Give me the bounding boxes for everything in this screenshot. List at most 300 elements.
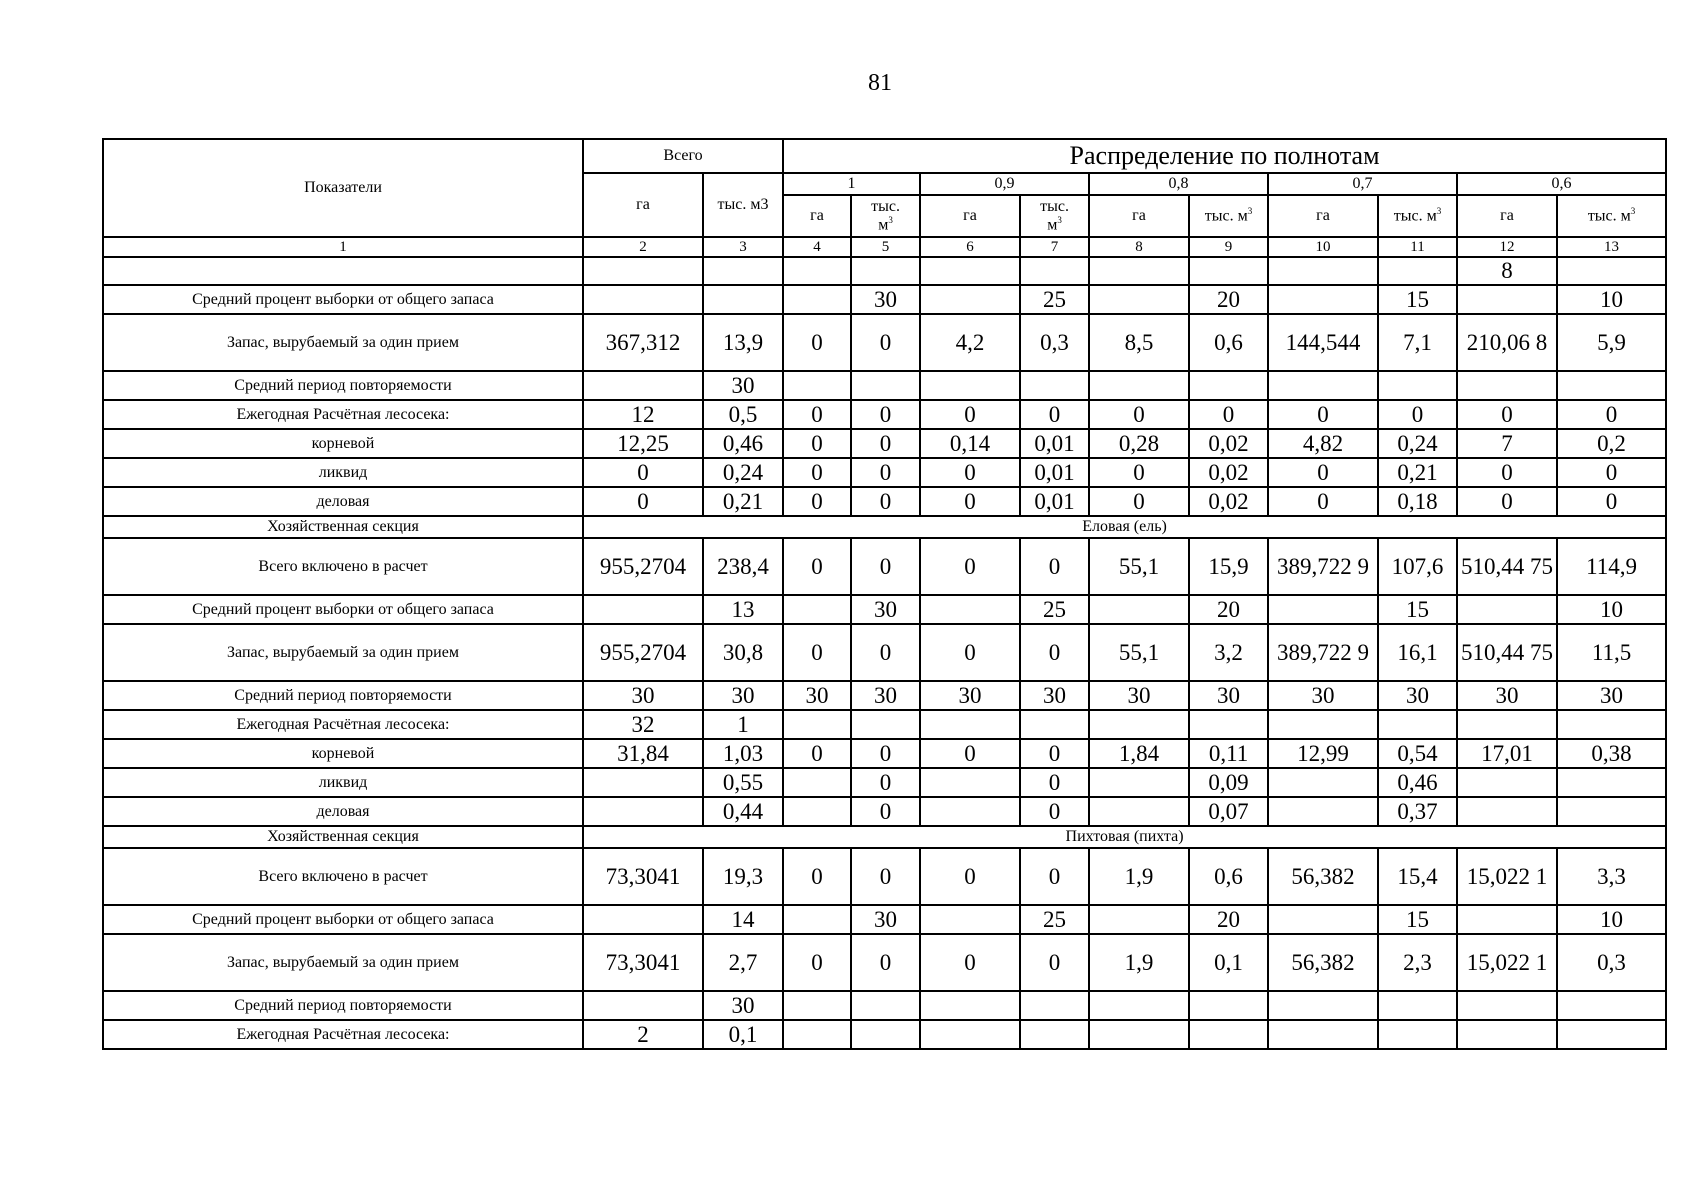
header-density-07: 0,7 — [1268, 173, 1457, 195]
table-cell: 20 — [1189, 285, 1268, 314]
table-cell — [1268, 1020, 1378, 1049]
table-cell: 0,1 — [703, 1020, 783, 1049]
table-cell — [783, 371, 851, 400]
table-cell: 0,5 — [703, 400, 783, 429]
table-cell — [783, 710, 851, 739]
header-indicators: Показатели — [103, 139, 583, 237]
row-label — [103, 257, 583, 285]
table-cell: 0 — [920, 848, 1020, 905]
table-row — [103, 458, 1666, 487]
table-cell: 0,07 — [1189, 797, 1268, 826]
table-cell: 20 — [1189, 905, 1268, 934]
table-cell: 30 — [1089, 681, 1189, 710]
column-number: 6 — [920, 237, 1020, 257]
table-cell: 30 — [1189, 681, 1268, 710]
table-cell: 0 — [1020, 797, 1089, 826]
table-cell: 12,25 — [583, 429, 703, 458]
table-cell — [583, 371, 703, 400]
table-cell — [920, 371, 1020, 400]
table-cell — [1089, 371, 1189, 400]
table-cell — [1089, 595, 1189, 624]
table-cell: 30,8 — [703, 624, 783, 681]
table-cell — [1189, 1020, 1268, 1049]
table-cell: 16,1 — [1378, 624, 1457, 681]
table-cell — [1557, 371, 1666, 400]
table-cell — [1268, 768, 1378, 797]
table-cell: 25 — [1020, 285, 1089, 314]
table-cell: 0,6 — [1189, 314, 1268, 371]
table-cell: 11,5 — [1557, 624, 1666, 681]
table-cell — [1089, 991, 1189, 1020]
table-cell: 0 — [1557, 458, 1666, 487]
table-cell: 0 — [1020, 400, 1089, 429]
table-cell: 0 — [583, 458, 703, 487]
table-cell: 30 — [783, 681, 851, 710]
row-label: Средний процент выборки от общего запаса — [103, 595, 583, 624]
table-cell — [783, 595, 851, 624]
table-cell — [1457, 710, 1557, 739]
table-cell: 0 — [783, 314, 851, 371]
table-cell: 0,24 — [1378, 429, 1457, 458]
table-row — [103, 934, 1666, 991]
table-cell: 10 — [1557, 285, 1666, 314]
header-distribution: Распределение по полнотам — [783, 139, 1666, 173]
table-cell: 955,2704 — [583, 538, 703, 595]
row-label: Запас, вырубаемый за один прием — [103, 624, 583, 681]
table-row — [103, 595, 1666, 624]
column-number: 1 — [103, 237, 583, 257]
table-cell: 0 — [920, 458, 1020, 487]
row-label: Средний процент выборки от общего запаса — [103, 905, 583, 934]
header-ha: га — [1457, 195, 1557, 237]
table-cell: 15,9 — [1189, 538, 1268, 595]
table-cell — [703, 257, 783, 285]
table-cell: 0 — [783, 400, 851, 429]
header-density-08: 0,8 — [1089, 173, 1268, 195]
table-cell — [1557, 768, 1666, 797]
table-cell — [1378, 371, 1457, 400]
table-cell: 0,28 — [1089, 429, 1189, 458]
header-m3: тыс. $м^3$ — [1189, 195, 1268, 237]
table-cell: 5,9 — [1557, 314, 1666, 371]
header-density-06: 0,6 — [1457, 173, 1666, 195]
table-cell: 13 — [703, 595, 783, 624]
table-cell: 0 — [851, 538, 920, 595]
section-name: Пихтовая (пихта) — [583, 826, 1666, 848]
table-cell: 0 — [851, 934, 920, 991]
header-m3-stacked: тыс. $м^3$ — [1020, 195, 1089, 237]
column-number: 3 — [703, 237, 783, 257]
table-cell: 0 — [1557, 400, 1666, 429]
table-cell: 0 — [920, 624, 1020, 681]
table-cell — [1557, 991, 1666, 1020]
header-ha: га — [1089, 195, 1189, 237]
table-cell — [703, 285, 783, 314]
table-cell — [1557, 710, 1666, 739]
table-cell — [1089, 797, 1189, 826]
table-cell — [583, 991, 703, 1020]
table-cell — [1020, 710, 1089, 739]
table-cell — [1089, 1020, 1189, 1049]
table-cell: 0,2 — [1557, 429, 1666, 458]
table-cell: 0,3 — [1557, 934, 1666, 991]
table-cell: 0 — [1457, 458, 1557, 487]
column-number: 12 — [1457, 237, 1557, 257]
table-cell: 0 — [1089, 487, 1189, 516]
table-cell: 0 — [1089, 400, 1189, 429]
table-cell — [851, 257, 920, 285]
table-cell: 0 — [1268, 400, 1378, 429]
table-cell: 0 — [783, 538, 851, 595]
header-density-1: 1 — [783, 173, 920, 195]
table-cell — [1378, 257, 1457, 285]
table-cell — [1020, 1020, 1089, 1049]
table-cell: 30 — [851, 905, 920, 934]
table-cell: 510,44 75 — [1457, 538, 1557, 595]
column-number: 2 — [583, 237, 703, 257]
table-cell: 10 — [1557, 905, 1666, 934]
table-cell — [1457, 595, 1557, 624]
table-cell: 1,9 — [1089, 848, 1189, 905]
column-number: 8 — [1089, 237, 1189, 257]
table-cell: 15 — [1378, 285, 1457, 314]
table-cell: 0,37 — [1378, 797, 1457, 826]
table-cell: 238,4 — [703, 538, 783, 595]
table-cell: 30 — [920, 681, 1020, 710]
header-total-m3: тыс. м3 — [703, 173, 783, 237]
table-cell — [1268, 797, 1378, 826]
table-cell — [851, 371, 920, 400]
row-label: Ежегодная Расчётная лесосека: — [103, 400, 583, 429]
table-cell: 15,022 1 — [1457, 848, 1557, 905]
table-cell: 1 — [703, 710, 783, 739]
row-label: Средний период повторяемости — [103, 371, 583, 400]
table-cell: 0,18 — [1378, 487, 1457, 516]
table-cell: 30 — [703, 371, 783, 400]
table-cell — [851, 710, 920, 739]
table-cell — [783, 768, 851, 797]
table-cell — [1268, 991, 1378, 1020]
table-cell: 0 — [1020, 538, 1089, 595]
section-row — [103, 516, 1666, 538]
table-cell: 56,382 — [1268, 934, 1378, 991]
table-row — [103, 371, 1666, 400]
table-cell — [783, 797, 851, 826]
table-row — [103, 905, 1666, 934]
row-label: корневой — [103, 739, 583, 768]
table-row — [103, 257, 1666, 285]
table-cell: 0,11 — [1189, 739, 1268, 768]
table-cell: 0 — [920, 739, 1020, 768]
row-label: Всего включено в расчет — [103, 538, 583, 595]
row-label: Ежегодная Расчётная лесосека: — [103, 1020, 583, 1049]
column-numbers-row — [103, 237, 1666, 257]
row-label: ликвид — [103, 768, 583, 797]
table-cell: 0,46 — [703, 429, 783, 458]
header-m3: тыс. $м^3$ — [1557, 195, 1666, 237]
table-cell: 3,2 — [1189, 624, 1268, 681]
table-cell: 0 — [1378, 400, 1457, 429]
table-cell: 1,9 — [1089, 934, 1189, 991]
table-cell — [1378, 991, 1457, 1020]
table-cell: 30 — [1457, 681, 1557, 710]
table-cell: 0 — [583, 487, 703, 516]
column-number: 11 — [1378, 237, 1457, 257]
table-cell: 4,82 — [1268, 429, 1378, 458]
table-cell: 0 — [1020, 739, 1089, 768]
table-cell — [583, 285, 703, 314]
table-cell — [920, 710, 1020, 739]
table-cell — [1268, 257, 1378, 285]
table-cell: 14 — [703, 905, 783, 934]
table-cell: 210,06 8 — [1457, 314, 1557, 371]
table-cell — [920, 768, 1020, 797]
table-cell: 107,6 — [1378, 538, 1457, 595]
table-cell: 0,6 — [1189, 848, 1268, 905]
table-cell: 30 — [583, 681, 703, 710]
row-label: Всего включено в расчет — [103, 848, 583, 905]
table-cell: 30 — [703, 991, 783, 1020]
table-cell: 0 — [851, 458, 920, 487]
table-cell — [783, 905, 851, 934]
table-cell: 8 — [1457, 257, 1557, 285]
table-cell: 20 — [1189, 595, 1268, 624]
table-cell — [920, 905, 1020, 934]
table-cell: 0 — [851, 624, 920, 681]
table-cell: 0 — [783, 429, 851, 458]
table-cell — [1457, 991, 1557, 1020]
table-cell — [1089, 768, 1189, 797]
table-cell: 25 — [1020, 595, 1089, 624]
table-row — [103, 400, 1666, 429]
table-cell: 12 — [583, 400, 703, 429]
section-label: Хозяйственная секция — [103, 826, 583, 848]
forest-data-table — [102, 138, 1667, 1050]
table-cell: 10 — [1557, 595, 1666, 624]
table-cell — [583, 797, 703, 826]
table-cell — [1557, 797, 1666, 826]
table-cell: 0 — [920, 487, 1020, 516]
table-cell: 0 — [1268, 458, 1378, 487]
table-cell — [1457, 768, 1557, 797]
table-cell — [1378, 710, 1457, 739]
table-cell: 12,99 — [1268, 739, 1378, 768]
table-cell: 7 — [1457, 429, 1557, 458]
table-cell: 367,312 — [583, 314, 703, 371]
table-cell: 389,722 9 — [1268, 624, 1378, 681]
table-cell: 955,2704 — [583, 624, 703, 681]
table-row — [103, 848, 1666, 905]
table-cell: 144,544 — [1268, 314, 1378, 371]
table-cell: 0,01 — [1020, 458, 1089, 487]
table-cell — [1089, 285, 1189, 314]
table-cell: 55,1 — [1089, 624, 1189, 681]
table-cell: 0,54 — [1378, 739, 1457, 768]
row-label: Средний процент выборки от общего запаса — [103, 285, 583, 314]
section-row — [103, 826, 1666, 848]
table-cell: 7,1 — [1378, 314, 1457, 371]
table-cell: 73,3041 — [583, 934, 703, 991]
table-row — [103, 681, 1666, 710]
table-cell: 0 — [783, 848, 851, 905]
column-number: 10 — [1268, 237, 1378, 257]
table-cell — [920, 797, 1020, 826]
table-cell: 8,5 — [1089, 314, 1189, 371]
table-cell: 0 — [920, 400, 1020, 429]
table-row — [103, 710, 1666, 739]
header-m3: тыс. $м^3$ — [1378, 195, 1457, 237]
table-cell: 0,14 — [920, 429, 1020, 458]
table-cell: 30 — [851, 595, 920, 624]
table-row — [103, 285, 1666, 314]
table-cell — [1378, 1020, 1457, 1049]
table-cell: 30 — [703, 681, 783, 710]
table-cell: 0 — [1189, 400, 1268, 429]
table-cell: 0,01 — [1020, 487, 1089, 516]
table-cell: 0 — [1457, 487, 1557, 516]
table-cell: 0 — [851, 739, 920, 768]
table-cell — [783, 285, 851, 314]
table-cell — [1557, 1020, 1666, 1049]
table-cell: 0 — [920, 934, 1020, 991]
section-label: Хозяйственная секция — [103, 516, 583, 538]
table-cell: 55,1 — [1089, 538, 1189, 595]
table-cell: 0 — [851, 768, 920, 797]
table-cell: 0 — [851, 400, 920, 429]
table-cell: 73,3041 — [583, 848, 703, 905]
table-cell: 0,1 — [1189, 934, 1268, 991]
table-cell: 32 — [583, 710, 703, 739]
table-cell: 0 — [851, 797, 920, 826]
table-cell — [583, 768, 703, 797]
table-cell — [920, 257, 1020, 285]
table-cell: 0 — [783, 624, 851, 681]
table-cell: 0,01 — [1020, 429, 1089, 458]
table-cell — [1268, 371, 1378, 400]
table-cell — [583, 595, 703, 624]
table-cell — [583, 905, 703, 934]
table-cell: 15 — [1378, 595, 1457, 624]
row-label: Запас, вырубаемый за один прием — [103, 314, 583, 371]
table-cell: 56,382 — [1268, 848, 1378, 905]
table-cell: 0 — [1268, 487, 1378, 516]
table-cell: 0 — [920, 538, 1020, 595]
table-row — [103, 1020, 1666, 1049]
header-ha: га — [783, 195, 851, 237]
table-cell: 510,44 75 — [1457, 624, 1557, 681]
table-cell — [1268, 905, 1378, 934]
table-row — [103, 487, 1666, 516]
table-cell — [1089, 905, 1189, 934]
table-cell — [1020, 257, 1089, 285]
table-cell: 0,21 — [703, 487, 783, 516]
column-number: 7 — [1020, 237, 1089, 257]
table-cell: 1,84 — [1089, 739, 1189, 768]
table-cell: 30 — [851, 681, 920, 710]
table-row — [103, 739, 1666, 768]
table-cell: 0,21 — [1378, 458, 1457, 487]
table-cell — [1457, 285, 1557, 314]
header-total-ha: га — [583, 173, 703, 237]
table-cell: 0 — [783, 487, 851, 516]
table-cell: 0,38 — [1557, 739, 1666, 768]
table-row — [103, 314, 1666, 371]
page-number: 81 — [868, 70, 892, 96]
table-cell: 30 — [1020, 681, 1089, 710]
header-ha: га — [920, 195, 1020, 237]
row-label: ликвид — [103, 458, 583, 487]
table-cell: 2,7 — [703, 934, 783, 991]
header-density-09: 0,9 — [920, 173, 1089, 195]
table-cell: 0,46 — [1378, 768, 1457, 797]
table-cell: 0 — [851, 429, 920, 458]
table-cell: 30 — [851, 285, 920, 314]
table-cell — [1268, 285, 1378, 314]
table-cell — [1557, 257, 1666, 285]
table-cell: 0 — [851, 848, 920, 905]
table-cell: 0 — [1557, 487, 1666, 516]
table-cell — [783, 991, 851, 1020]
table-cell — [1020, 371, 1089, 400]
column-number: 5 — [851, 237, 920, 257]
row-label: деловая — [103, 487, 583, 516]
table-cell: 15,4 — [1378, 848, 1457, 905]
table-row — [103, 538, 1666, 595]
table-cell: 0,3 — [1020, 314, 1089, 371]
table-cell: 30 — [1557, 681, 1666, 710]
table-cell — [1089, 257, 1189, 285]
row-label: Ежегодная Расчётная лесосека: — [103, 710, 583, 739]
table-cell: 0 — [1020, 848, 1089, 905]
table-cell — [1189, 257, 1268, 285]
table-cell — [783, 257, 851, 285]
table-cell: 0,02 — [1189, 429, 1268, 458]
header-total: Всего — [583, 139, 783, 173]
table-cell: 17,01 — [1457, 739, 1557, 768]
table-row — [103, 797, 1666, 826]
column-number: 13 — [1557, 237, 1666, 257]
table-cell: 0,44 — [703, 797, 783, 826]
table-cell: 0 — [851, 487, 920, 516]
table-cell — [851, 1020, 920, 1049]
table-cell — [920, 991, 1020, 1020]
table-cell: 15,022 1 — [1457, 934, 1557, 991]
table-cell — [1268, 595, 1378, 624]
table-cell: 389,722 9 — [1268, 538, 1378, 595]
table-cell: 19,3 — [703, 848, 783, 905]
table-cell — [783, 1020, 851, 1049]
table-cell: 0 — [783, 458, 851, 487]
table-row — [103, 624, 1666, 681]
row-label: Средний период повторяемости — [103, 991, 583, 1020]
table-cell — [920, 285, 1020, 314]
table-cell: 0,09 — [1189, 768, 1268, 797]
table-cell — [920, 595, 1020, 624]
table-cell: 2,3 — [1378, 934, 1457, 991]
table-cell — [1189, 710, 1268, 739]
table-cell — [1457, 797, 1557, 826]
table-cell: 0,55 — [703, 768, 783, 797]
row-label: корневой — [103, 429, 583, 458]
table-cell: 3,3 — [1557, 848, 1666, 905]
table-cell: 0,02 — [1189, 458, 1268, 487]
table-cell: 0 — [1020, 624, 1089, 681]
table-cell: 0 — [1020, 934, 1089, 991]
table-cell: 114,9 — [1557, 538, 1666, 595]
table-cell: 15 — [1378, 905, 1457, 934]
table-cell: 0 — [783, 934, 851, 991]
table-row — [103, 429, 1666, 458]
